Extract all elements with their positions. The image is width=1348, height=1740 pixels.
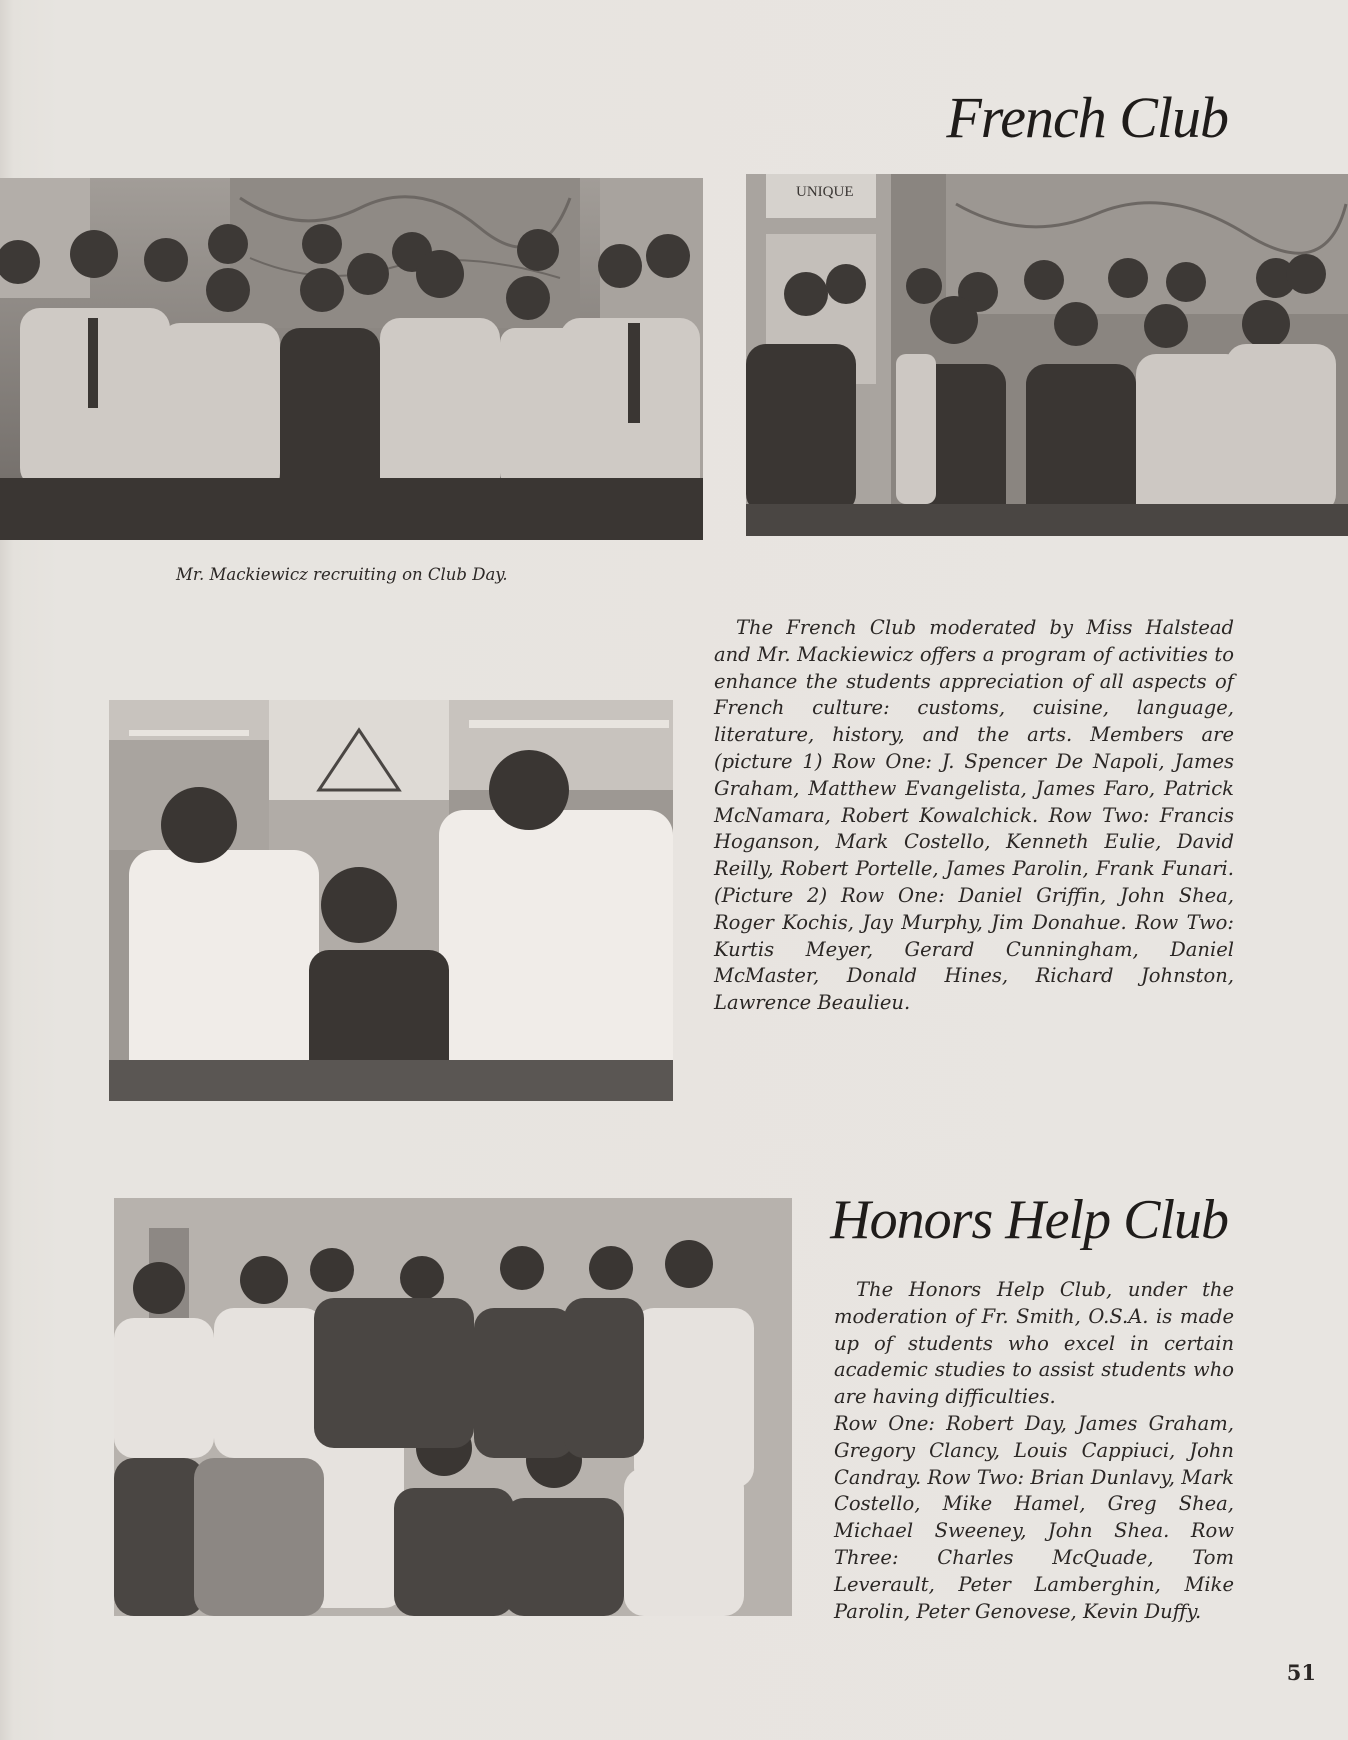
honors-help-club-intro: The Honors Help Club, under the moderation of Fr. Smith, O.S.A. is made up of students who excel in certain academic studies to assist students who are having difficulties. xyxy=(834,1278,1234,1409)
french-club-group-photo-1 xyxy=(0,178,703,540)
honors-help-club-title: Honors Help Club xyxy=(830,1189,1228,1251)
french-club-group-photo-2 xyxy=(746,174,1348,536)
french-club-title: French Club xyxy=(946,85,1228,150)
club-day-recruiting-photo xyxy=(109,700,673,1101)
honors-help-club-description xyxy=(834,1277,1234,1625)
page-number: 51 xyxy=(1286,1660,1316,1685)
photo-caption: Mr. Mackiewicz recruiting on Club Day. xyxy=(176,565,508,584)
poster-sign-text: UNIQUE xyxy=(796,184,854,200)
honors-help-club-members: Row One: Robert Day, James Graham, Gregory Clancy, Louis Cappiuci, John Candray. Row Two: Brian Dunlavy, Mark Costello, Mike Hamel, Greg Shea, Michael Sweeney, John Shea. Row Three: Charles McQuade, Tom Leverault, Peter Lamberghin, Mike Parolin, Peter Genovese, Kevin Duffy. xyxy=(834,1411,1234,1623)
french-club-description: The French Club moderated by Miss Halstead and Mr. Mackiewicz offers a program of activities to enhance the students appreciation of all aspects of French culture: customs, cuisine, language, literature, history, and the arts. Members are (picture 1) Row One: J. Spencer De Napoli, James Graham, Matthew Evangelista, James Faro, Patrick McNamara, Robert Kowalchick. Row Two: Francis Hoganson, Mark Costello, Kenneth Eulie, David Reilly, Robert Portelle, James Parolin, Frank Funari. (Picture 2) Row One: Daniel Griffin, John Shea, Roger Kochis, Jay Murphy, Jim Donahue. Row Two: Kurtis Meyer, Gerard Cunningham, Daniel McMaster, Donald Hines, Richard Johnston, Lawrence Beaulieu. xyxy=(714,616,1234,1015)
honors-help-club-group-photo xyxy=(114,1198,792,1616)
